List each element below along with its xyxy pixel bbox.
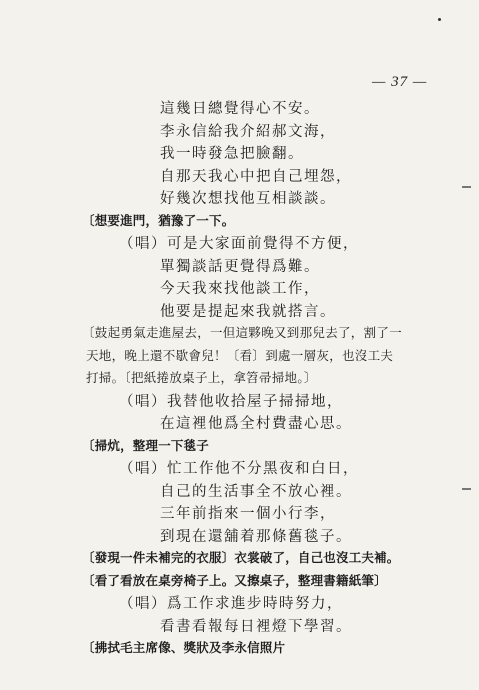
- stage-direction: 打掃。〔把紙捲放桌子上，拿笤帚掃地。〕: [86, 370, 317, 385]
- stage-direction: 〔鼓起勇氣走進屋去，一但這夥晚又到那兒去了，割了一: [82, 325, 403, 340]
- verse-line: 他要是提起來我就搭言。: [160, 303, 336, 320]
- verse-line: 到現在還舖着那條舊毯子。: [160, 528, 352, 545]
- stage-direction: 〔想要進門，猶豫了一下。: [82, 212, 235, 228]
- stage-direction: 〔發現一件未補完的衣服〕衣裳破了，自己也沒工夫補。: [82, 550, 400, 565]
- stage-direction: 〔拂拭毛主席像、獎狀及李永信照片: [82, 640, 286, 655]
- verse-line: 在這裡他爲全村費盡心思。: [160, 416, 352, 432]
- verse-line: 三年前指來一個小行李，: [160, 506, 336, 522]
- verse-line: 自己的生活事全不放心裡。: [160, 483, 352, 500]
- verse-line: 單獨談話更覺得爲難。: [160, 258, 320, 275]
- verse-line: 今天我來找他談工作，: [160, 281, 320, 297]
- edge-mark: [462, 488, 471, 490]
- verse-line: （唱）爲工作求進步時時努力，: [119, 596, 343, 612]
- edge-mark: [462, 186, 471, 188]
- stage-direction: 〔看了看放在桌旁椅子上。又擦桌子，整理書籍紙筆〕: [82, 572, 387, 588]
- verse-line: 好幾次想找他互相談談。: [160, 191, 336, 207]
- stage-direction: 天地，晚上還不歇會兒！〔看〕到處一層灰，也沒工夫: [86, 347, 394, 363]
- verse-line: （唱）忙工作他不分黑夜和白日，: [119, 461, 359, 477]
- stage-direction: 〔掃炕，整理一下毯子: [82, 437, 210, 453]
- verse-line: 我一時發急把臉翻。: [160, 146, 304, 162]
- verse-line: （唱）可是大家面前覺得不方便，: [119, 236, 359, 252]
- verse-line: 這幾日總覺得心不安。: [160, 101, 320, 117]
- verse-line: 李永信給我介紹郝文海，: [160, 123, 336, 140]
- page-number: — 37 —: [372, 74, 428, 90]
- verse-line: 自那天我心中把自己埋怨，: [160, 168, 352, 185]
- verse-line: （唱）我替他收拾屋子掃掃地，: [119, 393, 343, 410]
- verse-line: 看書看報每日裡燈下學習。: [160, 618, 352, 635]
- ink-speck: [438, 18, 441, 21]
